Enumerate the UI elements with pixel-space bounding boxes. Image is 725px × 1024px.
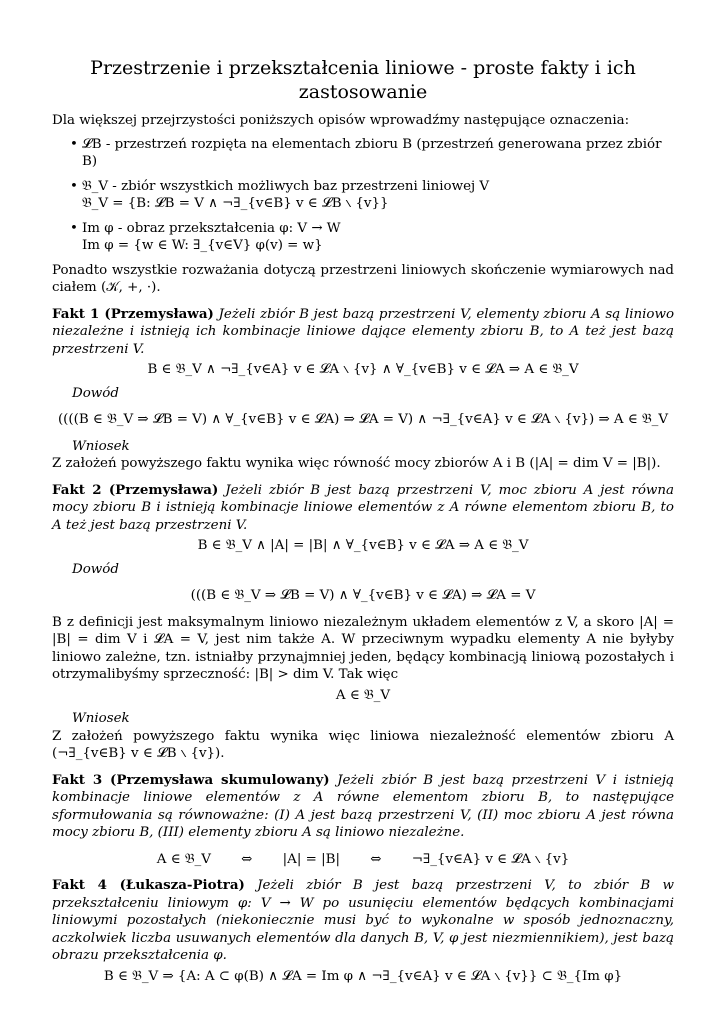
formula-part: A ∈ 𝔅_V [156,851,211,867]
definitions-list [52,136,674,255]
fact-heading: Fakt 1 (Przemysława) [52,305,214,322]
corollary-text: Z założeń powyższego faktu wynika więc liniowa niezależność elementów zbioru A (¬∃_{v∈B} v ∈ 𝓛B ∖ {v}). [52,728,674,761]
fact-statement: Jeżeli zbiór B jest bazą przestrzeni V i istnieją kombinacje liniowe elementów z A równe elementom zbioru B, to następujące sformułowania są równoważne: (I) A jest bazą przestrzeni V, (II) moc zbioru A jest równa mocy zbioru B, (III) elementy zbioru A są liniowo niezależne. [52,772,674,840]
proof-formula: ((((B ∈ 𝔅_V ⇒ 𝓛B = V) ∧ ∀_{v∈B} v ∈ 𝓛A) ⇒ 𝓛A = V) ∧ ¬∃_{v∈A} v ∈ 𝓛A ∖ {v}) ⇒ A ∈ 𝔅_V [57,412,669,427]
intro-text: Dla większej przejrzystości poniższych opisów wprowadźmy następujące oznaczenia: [52,113,630,128]
corollary-label: Wniosek [72,438,130,454]
fact-2 [52,482,674,763]
fact-statement: Jeżeli zbiór B jest bazą przestrzeni V, to zbiór B w przekształceniu liniowym φ: V → W po usunięciu elementów będących kombinacjami liniowymi pozostałych (niekoniecznie musi być to wykonalne w sposób jednoznaczny, aczkolwiek liczba usuwanych elementów dla danych B, V, φ jest niezmiennikiem), jest bazą obrazu przekształcenia φ. [52,878,675,963]
definition-formula: Im φ = {w ∈ W: ∃_{v∈V} φ(v) = w} [82,238,323,253]
fact-4 [52,877,674,985]
formula-part: |A| = |B| [282,851,340,867]
proof-label: Dowód [72,561,119,577]
definition-text: • Im φ - obraz przekształcenia φ: V → W [82,220,341,236]
fact-formula: B ∈ 𝔅_V ∧ ¬∃_{v∈A} v ∈ 𝓛A ∖ {v} ∧ ∀_{v∈B} v ∈ 𝓛A ⇒ A ∈ 𝔅_V [147,362,579,377]
formula-part: ⇔ [241,851,253,867]
fact-formula: B ∈ 𝔅_V ∧ |A| = |B| ∧ ∀_{v∈B} v ∈ 𝓛A ⇒ A ∈ 𝔅_V [197,538,529,553]
fact-1 [52,306,674,473]
fact-statement: Jeżeli zbiór B jest bazą przestrzeni V, elementy zbioru A są liniowo niezależne i istnieją ich kombinacje liniowe dające elementy zbioru B, to A też jest bazą przestrzeni V. [52,306,674,357]
corollary-text: Z założeń powyższego faktu wynika więc równość mocy zbiorów A i B (|A| = dim V = |B|). [52,456,661,471]
proof-label: Dowód [72,385,119,401]
fact-formula: B ∈ 𝔅_V ⇒ {A: A ⊂ φ(B) ∧ 𝓛A = Im φ ∧ ¬∃_{v∈A} v ∈ 𝓛A ∖ {v}} ⊂ 𝔅_{Im φ} [103,968,623,984]
fact-heading: Fakt 3 (Przemysława skumulowany) [52,771,330,788]
definition-item [82,220,674,255]
document-page [52,56,674,991]
definition-item [82,178,674,213]
fact-formula [52,851,674,869]
formula-part: ⇔ [370,851,382,867]
formula-part: ¬∃_{v∈A} v ∈ 𝓛A ∖ {v} [411,851,570,867]
assumption-text: Ponadto wszystkie rozważania dotyczą przestrzeni liniowych skończenie wymiarowych nad ciałem (𝒦, +, ·). [52,262,674,295]
fact-heading: Fakt 2 (Przemysława) [52,481,219,498]
corollary-label: Wniosek [72,711,130,726]
proof-formula: (((B ∈ 𝔅_V ⇒ 𝓛B = V) ∧ ∀_{v∈B} v ∈ 𝓛A) ⇒ 𝓛A = V [190,588,536,603]
definition-text: • 𝓛B - przestrzeń rozpięta na elementach zbioru B (przestrzeń generowana przez zbiór B) [82,136,662,169]
document-title: Przestrzenie i przekształcenia liniowe - proste fakty i ich zastosowanie [90,57,636,103]
fact-heading: Fakt 4 (Łukasza-Piotra) [52,877,245,893]
proof-text: B z definicji jest maksymalnym liniowo niezależnym układem elementów z V, a skoro |A| = |B| = dim V i 𝓛A = V, jest nim także A. W przeciwnym wypadku elementy A nie byłyby liniowo zależne, tzn. istniałby przynajmniej jeden, będący kombinacją liniową pozostałych i otrzymalibyśmy sprzeczność: |B| > dim V. Tak więc [52,614,674,682]
definition-formula: 𝔅_V = {B: 𝓛B = V ∧ ¬∃_{v∈B} v ∈ 𝓛B ∖ {v}} [82,196,389,211]
definition-text: • 𝔅_V - zbiór wszystkich możliwych baz przestrzeni liniowej V [82,178,490,194]
proof-result: A ∈ 𝔅_V [335,687,391,703]
definition-item [82,136,674,171]
fact-statement: Jeżeli zbiór B jest bazą przestrzeni V, moc zbioru A jest równa mocy zbioru B i istnieją kombinacje liniowe elementów z A równe elementom zbioru B, to A też jest bazą przestrzeni V. [52,482,674,533]
fact-3 [52,772,674,869]
